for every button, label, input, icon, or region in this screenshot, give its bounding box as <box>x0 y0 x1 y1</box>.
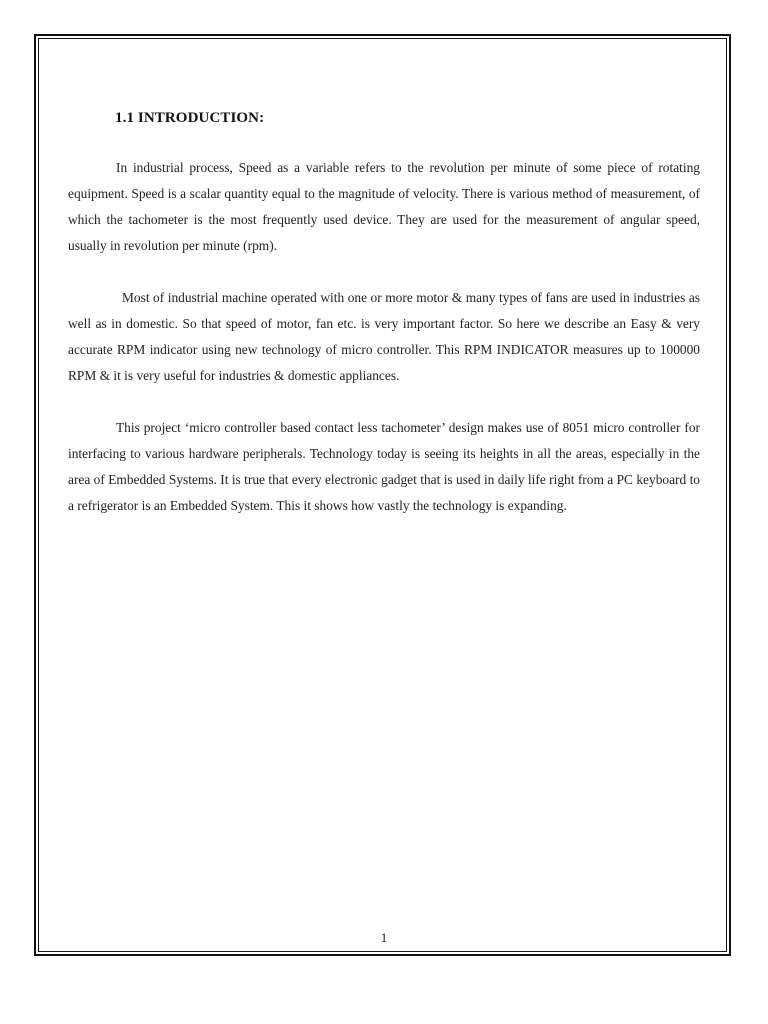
paragraph-3: This project ‘micro controller based contact less tachometer’ design makes use of 8051 micro controller for interfacing to various hardware peripherals. Technology today is seeing its heights in all the areas, especially in the area of Embedded Systems. It is true that every electronic gadget that is used in daily life right from a PC keyboard to a refrigerator is an Embedded System. This it shows how vastly the technology is expanding. <box>68 420 700 513</box>
page-number: 1 <box>380 930 388 945</box>
section-heading: 1.1 INTRODUCTION: <box>115 110 265 126</box>
paragraph-2: Most of industrial machine operated with one or more motor & many types of fans are used in industries as well as in domestic. So that speed of motor, fan etc. is very important factor. So here we describe an Easy & very accurate RPM indicator using new technology of micro controller. This RPM INDICATOR measures up to 100000 RPM & it is very useful for industries & domestic appliances. <box>68 290 700 383</box>
paragraph-1: In industrial process, Speed as a variable refers to the revolution per minute of some piece of rotating equipment. Speed is a scalar quantity equal to the magnitude of velocity. There is various method of measurement, of which the tachometer is the most frequently used device. They are used for the measurement of angular speed, usually in revolution per minute (rpm). <box>68 160 700 253</box>
